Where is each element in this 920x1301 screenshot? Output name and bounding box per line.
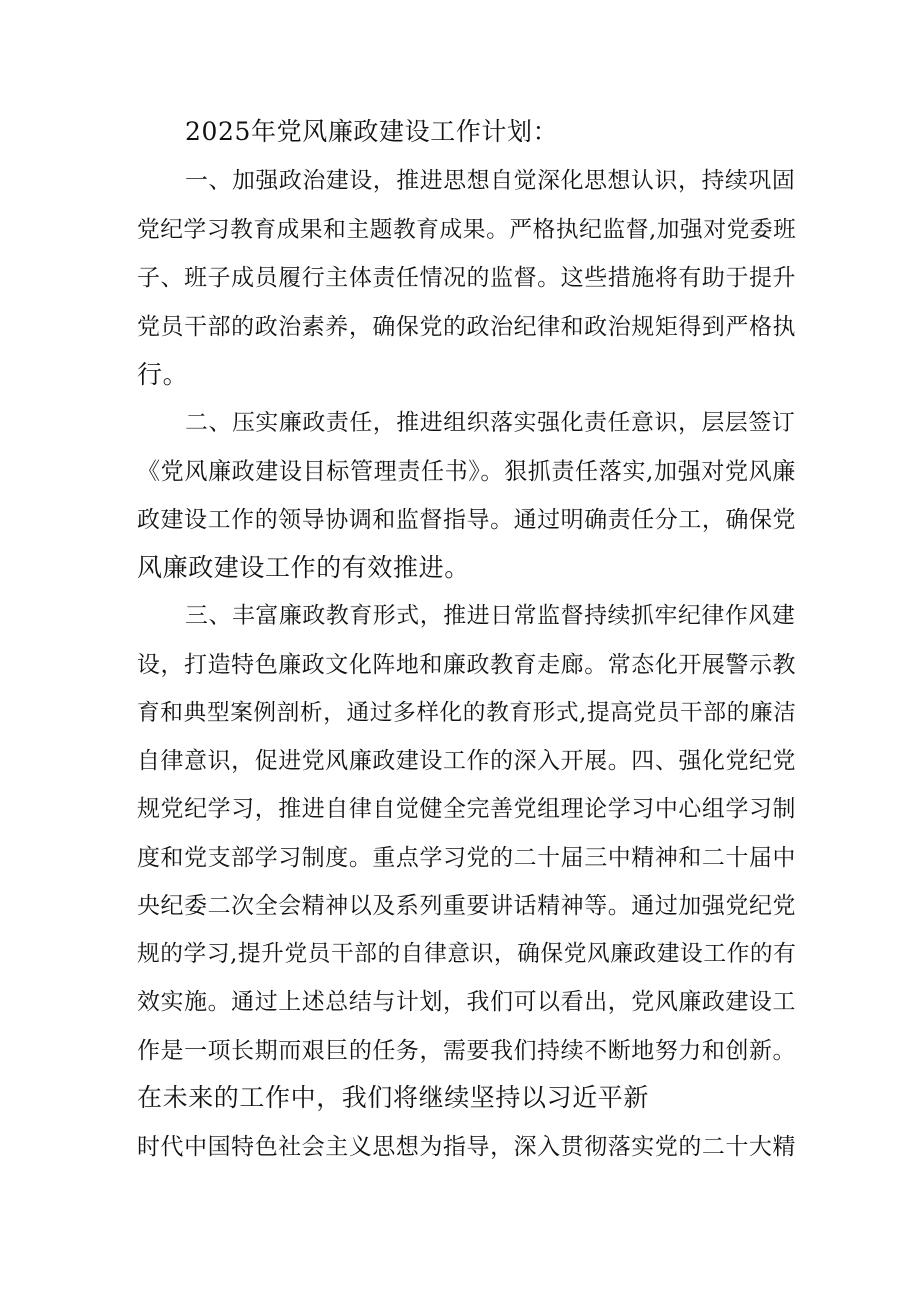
paragraph-1-line-2: 党纪学习教育成果和主题教育成果。严格执纪监督,加强对党委班 <box>137 217 797 243</box>
paragraph-2-line-2: 《党风廉政建设目标管理责任书》。狠抓责任落实,加强对党风廉 <box>137 459 796 485</box>
paragraph-3-line-3: 育和典型案例剖析，通过多样化的教育形式,提高党员干部的廉洁 <box>137 700 797 726</box>
paragraph-1-line-1: 一、加强政治建设，推进思想自觉深化思想认识，持续巩固 <box>185 168 796 194</box>
paragraph-2-line-4: 风廉政建设工作的有效推进。 <box>137 553 470 582</box>
paragraph-3-line-1: 三、丰富廉政教育形式，推进日常监督持续抓牢纪律作风建 <box>185 603 796 629</box>
paragraph-3-line-5: 规党纪学习，推进自律自觉健全完善党组理论学习中心组学习制 <box>137 796 797 822</box>
paragraph-4-line-1: 时代中国特色社会主义思想为指导，深入贯彻落实党的二十大精 <box>137 1134 797 1160</box>
paragraph-3-line-9: 效实施。通过上述总结与计划，我们可以看出，党风廉政建设工 <box>137 989 797 1015</box>
paragraph-3-line-6: 度和党支部学习制度。重点学习党的二十届三中精神和二十届中 <box>137 845 797 871</box>
paragraph-3-line-10: 作是一项长期而艰巨的任务，需要我们持续不断地努力和创新。 <box>137 1038 797 1064</box>
paragraph-3-line-2: 设，打造特色廉政文化阵地和廉政教育走廊。常态化开展警示教 <box>137 652 797 678</box>
paragraph-1-line-3: 子、班子成员履行主体责任情况的监督。这些措施将有助于提升 <box>137 265 797 291</box>
document-title: 2025年党风廉政建设工作计划： <box>185 117 559 146</box>
paragraph-2-line-1: 二、压实廉政责任，推进组织落实强化责任意识，层层签订 <box>185 410 796 436</box>
paragraph-3-line-8: 规的学习,提升党员干部的自律意识，确保党风廉政建设工作的有 <box>137 941 797 967</box>
paragraph-1-line-5: 行。 <box>137 360 189 389</box>
paragraph-3-line-11: 在未来的工作中，我们将继续坚持以习近平新 <box>137 1083 650 1112</box>
paragraph-2-line-3: 政建设工作的领导协调和监督指导。通过明确责任分工，确保党 <box>137 507 797 533</box>
paragraph-1-line-4: 党员干部的政治素养，确保党的政治纪律和政治规矩得到严格执 <box>137 314 797 340</box>
paragraph-3-line-7: 央纪委二次全会精神以及系列重要讲话精神等。通过加强党纪党 <box>137 893 797 919</box>
paragraph-3-line-4: 自律意识，促进党风廉政建设工作的深入开展。四、强化党纪党 <box>137 748 797 774</box>
